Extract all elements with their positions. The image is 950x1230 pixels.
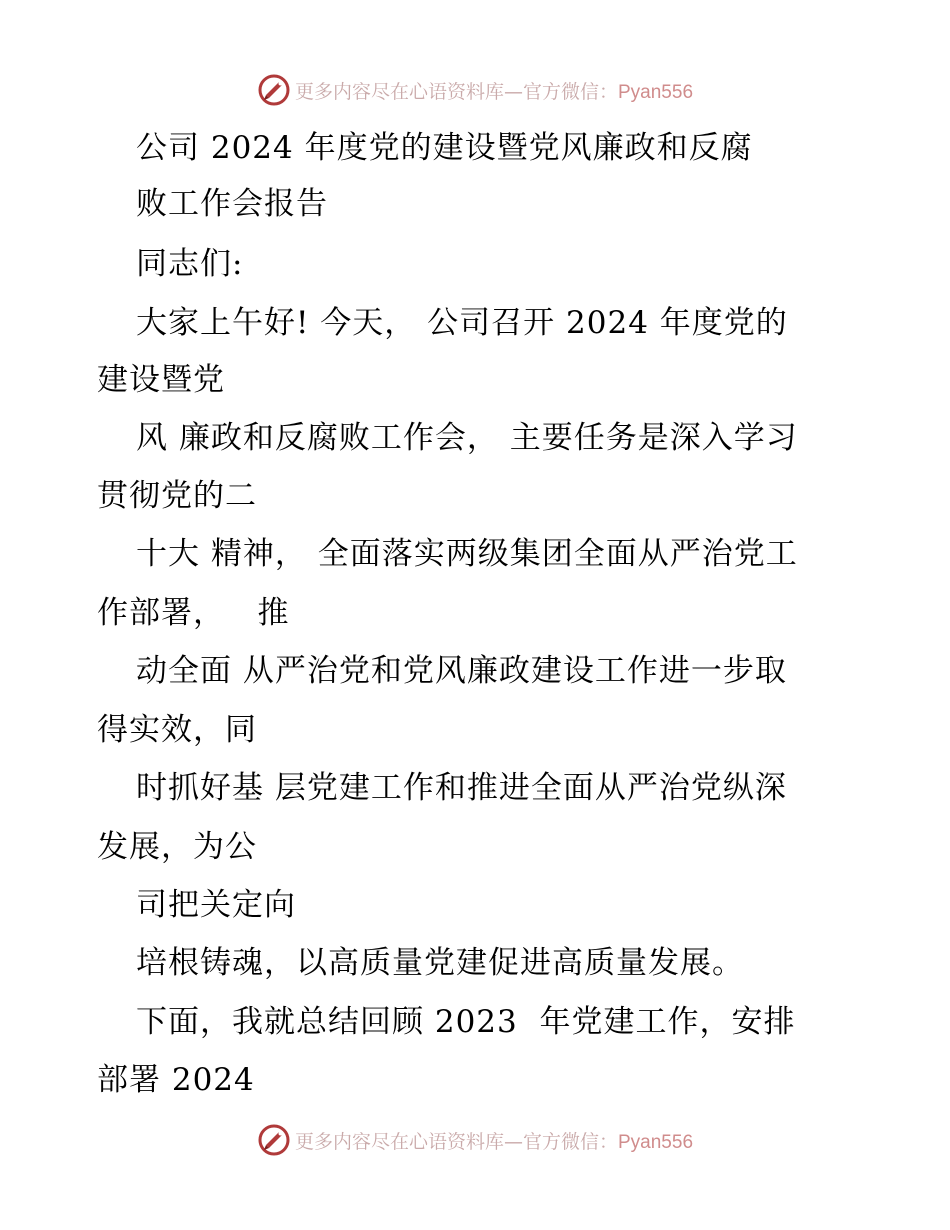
pen-nib-logo-icon [257,73,291,107]
watermark-wechat-id: Pyan556 [618,81,694,103]
paragraph-line: 时抓好基 层党建工作和推进全面从严治党纵深 [136,770,787,806]
document-title-line-2: 败工作会报告 [136,186,328,222]
watermark-dash: — [503,1130,523,1153]
paragraph-line: 下面，我就总结回顾 2023 年党建工作，安排 [136,1004,796,1040]
watermark-dash: — [503,80,523,103]
paragraph-line: 司把关定向 [136,887,296,923]
watermark-wechat-label: 官方微信： [522,1130,618,1153]
paragraph-line: 大家上午好! 今天， 公司召开 2024 年度党的 [136,305,788,341]
watermark-site-text: 更多内容尽在心语资料库 [294,80,504,103]
watermark-wechat-label: 官方微信： [522,80,618,103]
watermark-banner-top [0,70,950,110]
watermark-site-text: 更多内容尽在心语资料库 [294,1130,504,1153]
paragraph-line: 作部署， 推 [97,595,290,631]
watermark-banner-bottom [0,1120,950,1160]
paragraph-line: 建设暨党 [97,362,225,398]
watermark-text [295,1127,693,1154]
paragraph-line: 风 廉政和反腐败工作会， 主要任务是深入学习 [136,420,798,456]
watermark-text [295,77,693,104]
paragraph-line: 动全面 从严治党和党风廉政建设工作进一步取 [136,653,787,689]
watermark-wechat-id: Pyan556 [618,1131,694,1153]
paragraph-line: 发展，为公 [97,829,257,865]
pen-nib-logo-icon [257,1123,291,1157]
paragraph-line: 十大 精神， 全面落实两级集团全面从严治党工 [136,536,798,572]
salutation: 同志们: [136,246,244,282]
paragraph-line: 得实效，同 [97,712,257,748]
paragraph-line: 贯彻党的二 [97,478,257,514]
document-title-line-1: 公司 2024 年度党的建设暨党风廉政和反腐 [136,130,753,166]
paragraph-line: 部署 2024 [97,1062,255,1098]
paragraph-line: 培根铸魂，以高质量党建促进高质量发展。 [136,945,744,981]
